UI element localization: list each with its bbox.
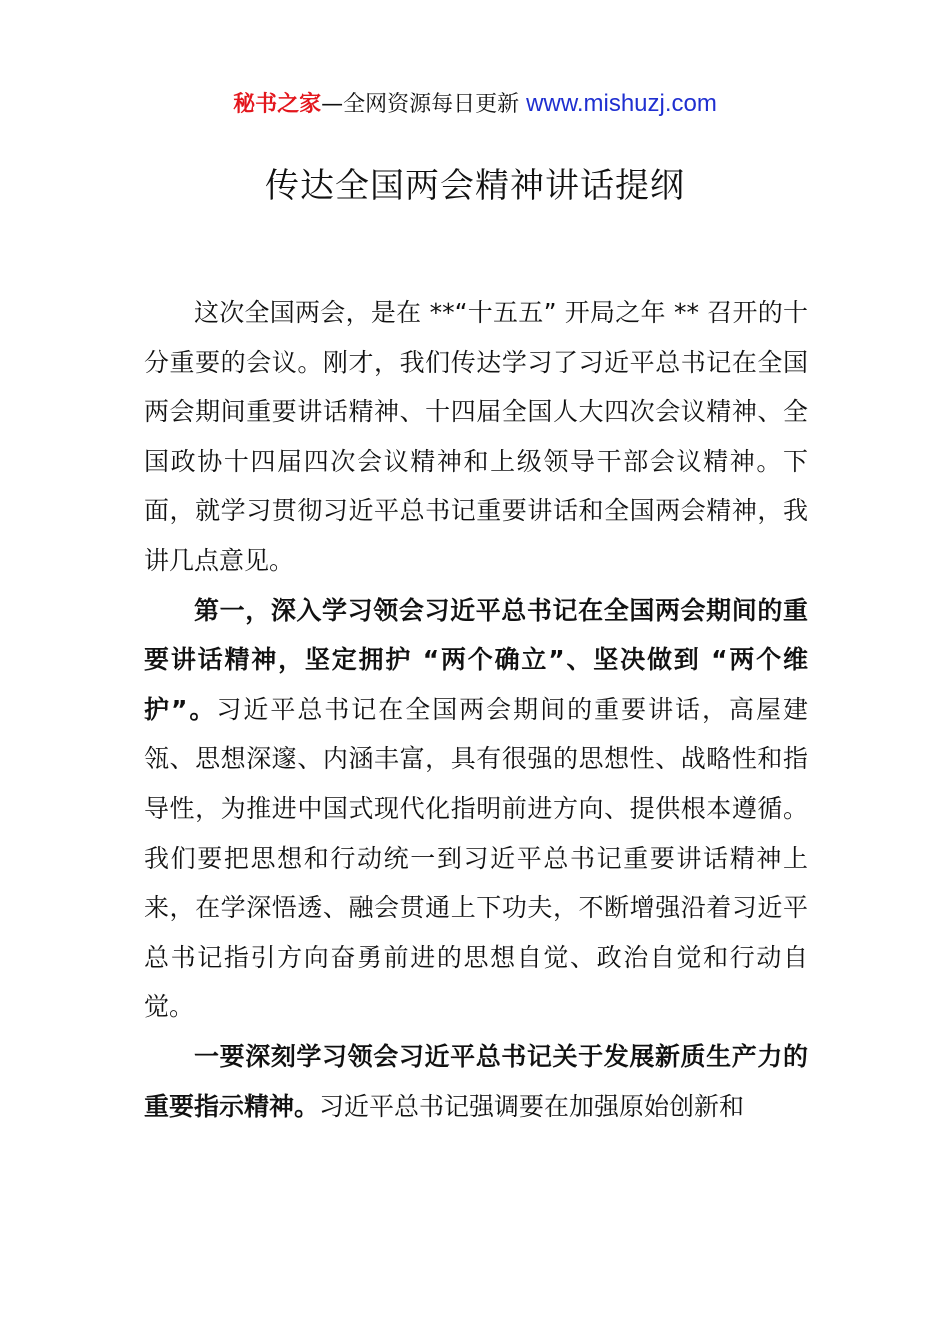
paragraph-lead: 一要深刻学习领会习近平总书记关于发展新质生产力的重要指示精神。 xyxy=(144,1041,808,1121)
site-header xyxy=(0,88,950,121)
document-body xyxy=(144,288,808,1131)
paragraph-sub-point-one xyxy=(144,1032,808,1131)
paragraph-intro xyxy=(144,288,808,586)
document-title: 传达全国两会精神讲话提纲 xyxy=(265,166,685,206)
header-tagline: —全网资源每日更新 xyxy=(321,92,527,117)
paragraph-point-one xyxy=(144,586,808,1032)
paragraph-lead: 第一，深入学习领会习近平总书记在全国两会期间的重要讲话精神，坚定拥护 “两个确立”、坚决做到 “两个维护”。 xyxy=(144,595,808,724)
brand-name: 秘书之家 xyxy=(233,92,322,117)
paragraph-text: 习近平总书记强调要在加强原始创新和 xyxy=(319,1091,745,1121)
paragraph-text: 习近平总书记在全国两会期间的重要讲话，高屋建瓴、思想深邃、内涵丰富，具有很强的思想性、战略性和指导性，为推进中国式现代化指明前进方向、提供根本遵循。我们要把思想和行动统一到习近平总书记重要讲话精神上来，在学深悟透、融会贯通上下功夫，不断增强沿着习近平总书记指引方向奋勇前进的思想自觉、政治自觉和行动自觉。 xyxy=(144,694,808,1022)
paragraph-text: 这次全国两会，是在 **“十五五” 开局之年 ** 召开的十分重要的会议。刚才，我们传达学习了习近平总书记在全国两会期间重要讲话精神、十四届全国人大四次会议精神、全国政协十四届四次会议精神和上级领导干部会议精神。下面，就学习贯彻习近平总书记重要讲话和全国两会精神，我讲几点意见。 xyxy=(144,298,808,575)
site-url-link[interactable]: www.mishuzj.com xyxy=(526,90,717,117)
